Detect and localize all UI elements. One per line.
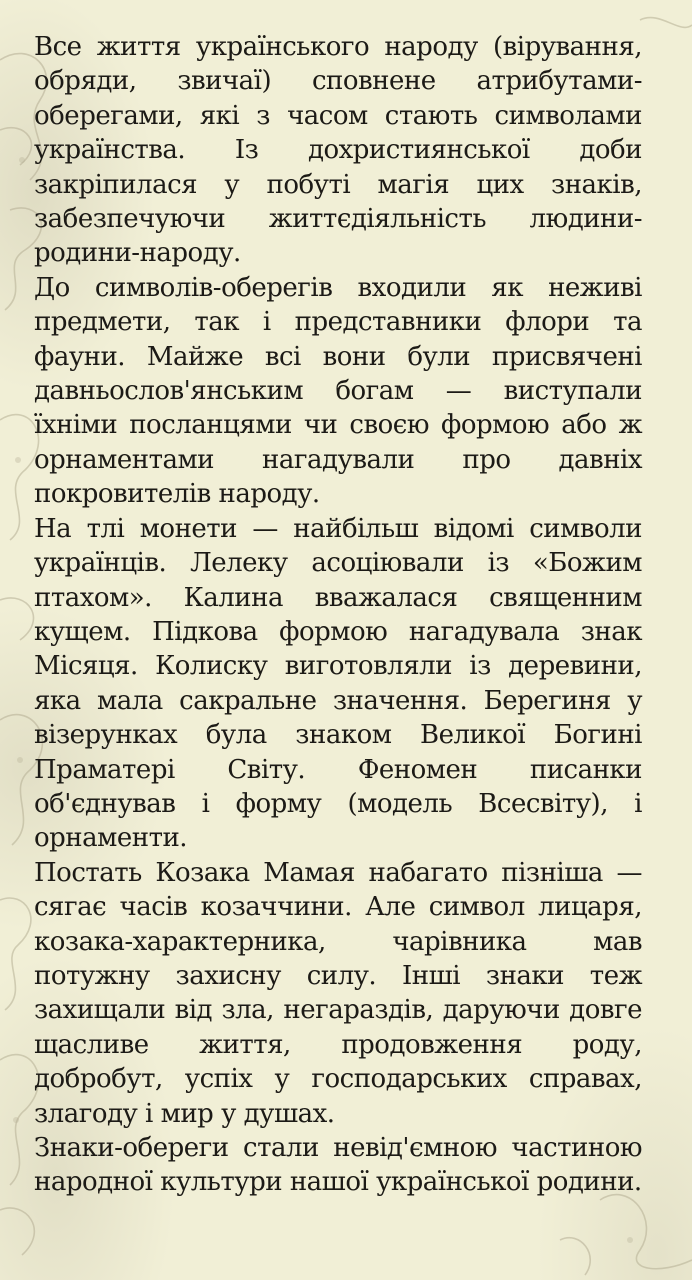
paragraph-2: До символів-оберегів входили як неживі предмети, так і представники флори та фауни. Майже всі вони були присвячені давньослов'янським богам — виступали їхніми посланцями чи своєю формою або ж орнаментами нагадували про давніх покровителів народу. <box>34 272 642 510</box>
paragraph-5: Знаки-обереги стали невід'ємною частиною народної культури нашої української родини. <box>34 1133 642 1198</box>
paragraph-3: На тлі монети — найбільш відомі символи українців. Лелеку асоціювали із «Божим птахом». Калина вважалася священним кущем. Підкова формою нагадувала знак Місяця. Колиску виготовляли із деревини, яка мала сакральне значення. Берегиня у візерунках була знаком Великої Богині Праматері Світу. Феномен писанки об'єднував і форму (модель Всесвіту), і орнаменти. <box>34 513 642 854</box>
paragraph-4: Постать Козака Мамая набагато пізніша — сягає часів козаччини. Але символ лицаря, козака-характерника, чарівника мав потужну захисну силу. Інші знаки теж захищали від зла, негараздів, даруючи довге щасливе життя, продовження роду, добробут, успіх у господарських справах, злагоду і мир у душах. <box>34 857 642 1129</box>
paragraph-1: Все життя українського народу (вірування, обряди, звичаї) сповнене атрибутами-оберегами, які з часом стають символами українства. Із дохристиянської доби закріпилася у побуті магія цих знаків, забезпечуючи життєдіяльність людини-родини-народу. <box>34 32 642 269</box>
article-text <box>34 30 642 1200</box>
